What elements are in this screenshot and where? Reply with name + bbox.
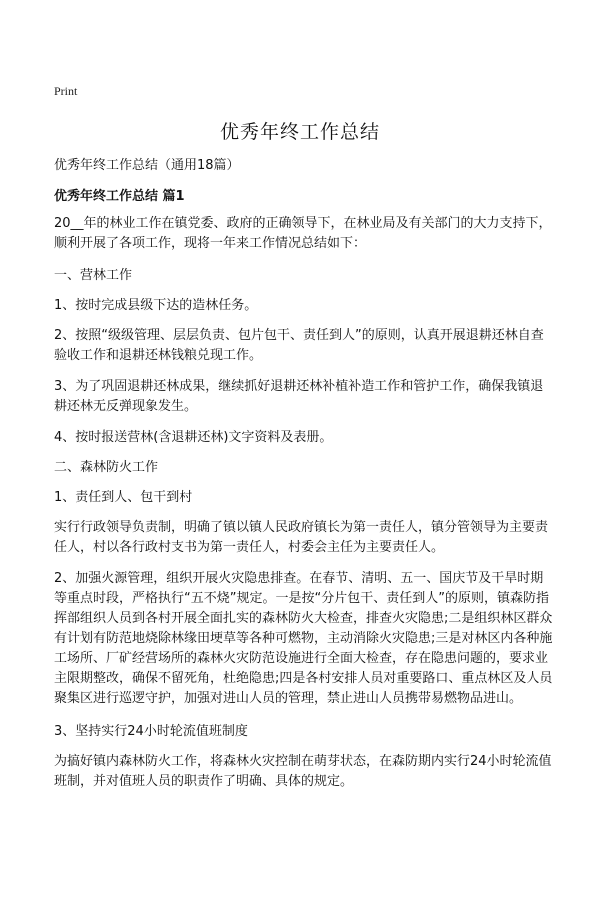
section-heading-afforestation: 一、营林工作 [54, 268, 133, 283]
list-item: 4、按时报送营林(含退耕还林)文字资料及表册。 [54, 430, 333, 445]
print-label: Print [54, 84, 78, 98]
list-item: 1、按时完成县级下达的造林任务。 [54, 298, 258, 313]
subsection-heading: 1、责任到人、包干到村 [54, 490, 193, 505]
list-item: 2、按照“级级管理、层层负责、包片包干、责任到人”的原则，认真开展退耕还林自查验收工作和退耕还林钱粮兑现工作。 [54, 328, 544, 363]
body-paragraph: 为搞好镇内森林防火工作，将森林火灾控制在萌芽状态，在森防期内实行24小时轮流值班制，并对值班人员的职责作了明确、具体的规定。 [54, 754, 552, 789]
chapter-heading: 优秀年终工作总结 篇1 [54, 189, 185, 204]
section-heading-fire-prevention: 二、森林防火工作 [54, 460, 159, 475]
list-item: 3、为了巩固退耕还林成果，继续抓好退耕还林补植补造工作和管护工作，确保我镇退耕还林无反弹现象发生。 [54, 379, 544, 414]
body-paragraph: 2、加强火源管理，组织开展火灾隐患排查。在春节、清明、五一、国庆节及干旱时期等重点时段，严格执行“五不烧”规定。一是按“分片包干、责任到人”的原则，镇森防指挥部组织人员到各村开展全面扎实的森林防火大检查，排查火灾隐患;二是组织林区群众有计划有防范地烧除林缘田埂草等各种可燃物，主动消除火灾隐患;三是对林区内各种施工场所、厂矿经营场所的森林火灾防范设施进行全面大检查，存在隐患问题的，要求业主限期整改，确保不留死角，杜绝隐患;四是各村安排人员对重要路口、重点林区及人员聚集区进行巡逻守护，加强对进山人员的管理，禁止进山人员携带易燃物品进山。 [54, 571, 553, 706]
document-subtitle: 优秀年终工作总结（通用18篇） [54, 158, 240, 173]
subsection-heading: 3、坚持实行24小时轮流值班制度 [54, 724, 248, 739]
intro-paragraph: 20__年的林业工作在镇党委、政府的正确领导下，在林业局及有关部门的大力支持下，顺利开展了各项工作，现将一年来工作情况总结如下： [54, 216, 552, 251]
body-paragraph: 实行行政领导负责制，明确了镇以镇人民政府镇长为第一责任人，镇分管领导为主要责任人，村以各行政村支书为第一责任人，村委会主任为主要责任人。 [54, 520, 549, 555]
document-title: 优秀年终工作总结 [219, 121, 380, 143]
